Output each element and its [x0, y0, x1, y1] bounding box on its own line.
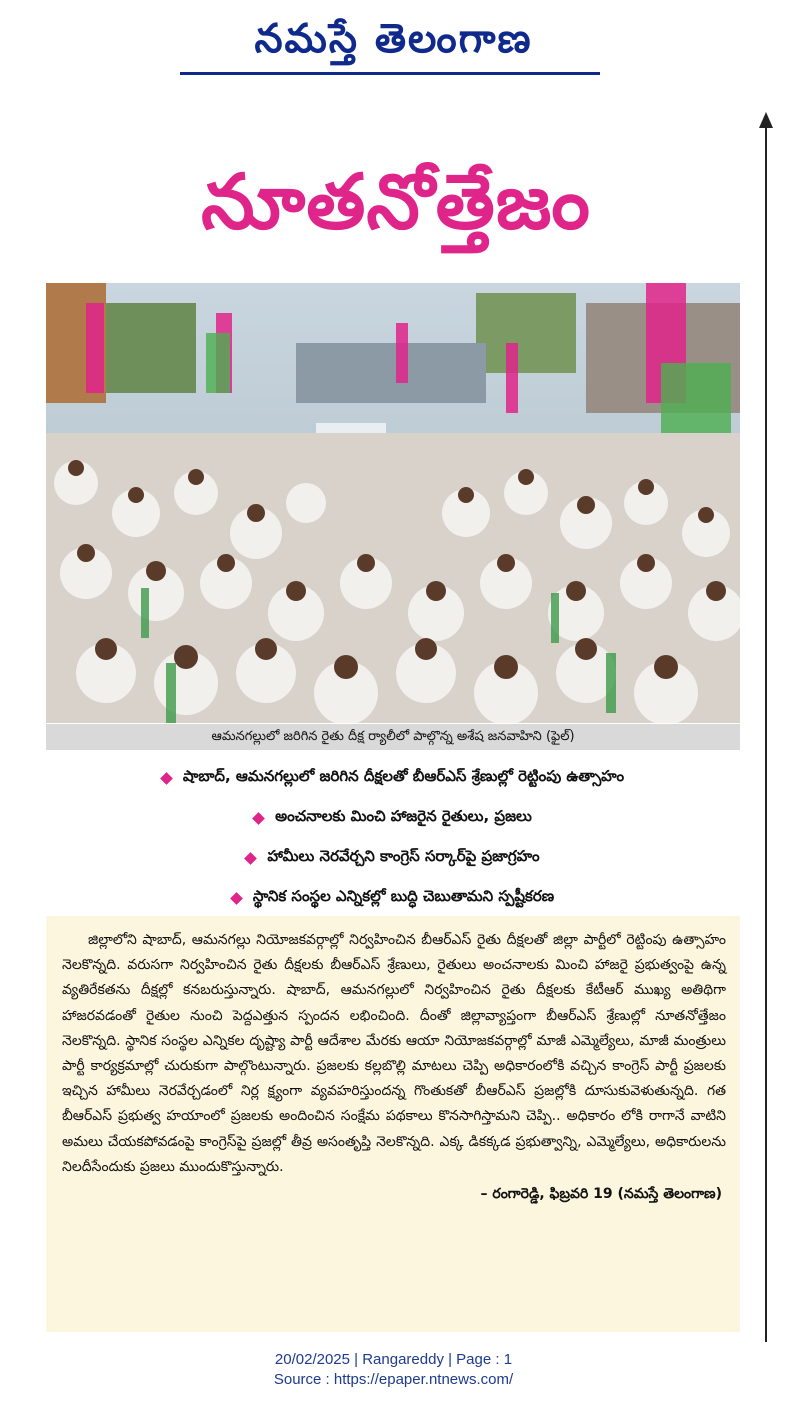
up-arrow-icon: [758, 112, 774, 1342]
highlight-item: [46, 798, 740, 838]
highlight-item: [46, 878, 740, 918]
page-footer: [0, 1350, 787, 1390]
diamond-bullet-icon: [230, 892, 243, 905]
diamond-bullet-icon: [252, 812, 265, 825]
footer-source: Source : https://epaper.ntnews.com/: [273, 1371, 514, 1388]
rally-photo: [46, 283, 740, 723]
diamond-bullet-icon: [160, 772, 173, 785]
article-box: [46, 916, 740, 1332]
masthead-title: నమస్తే తెలంగాణ: [254, 15, 533, 62]
highlight-text: షాబాద్, ఆమనగల్లులో జరిగిన దీక్షలతో బీఆర్ఎస్ శ్రేణుల్లో రెట్టింపు ఉత్సాహం: [182, 767, 625, 785]
footer-edition-info: 20/02/2025 | Rangareddy | Page : 1: [274, 1351, 513, 1368]
masthead-rule: [180, 72, 600, 75]
highlight-text: అంచనాలకు మించి హాజరైన రైతులు, ప్రజలు: [275, 807, 532, 825]
article-body: జిల్లాలోని షాబాద్, ఆమనగల్లు నియోజకవర్గాల్లో నిర్వహించిన బీఆర్ఎస్ రైతు దీక్షలతో జిల్లా పార్టీలో రెట్టింపు ఉత్సాహం నెలకొన్నది. వరుసగా నిర్వహించిన రైతు దీక్షలకు బీఆర్ఎస్ శ్రేణులు, రైతులు అంచనాలకు మించి హాజరై ప్రభుత్వంపై ఉన్న వ్యతిరేకతను దీక్షల్లో కనబరుస్తున్నారు. షాబాద్, ఆమనగల్లులో నిర్వహించిన రైతు దీక్షలకు కేటీఆర్ ముఖ్య అతిథిగా హాజరవడంతో రైతుల నుంచి పెద్దఎత్తున స్పందన లభించింది. దీంతో జిల్లావ్యాప్తంగా బీఆర్ఎస్ శ్రేణుల్లో నూతనోత్తేజం నెలకొన్నది. స్థానిక సంస్థల ఎన్నికల దృష్ట్యా పార్టీ ఆదేశాల మేరకు ఆయా నియోజకవర్గాల్లో మాజీ ఎమ్మెల్యేలు, మాజీ మంత్రులు పార్టీ కార్యక్రమాల్లో చురుకుగా పాల్గొంటున్నారు. ప్రజలకు కల్లబొల్లి మాటలు చెప్పి అధికారంలోకి వచ్చిన కాంగ్రెస్ పార్టీ ప్రజలకు ఇచ్చిన హామీలు నెరవేర్చడంలో నిర్ల క్ష్యంగా వ్యవహరిస్తుందన్న గొంతుకతో బీఆర్ఎస్ ప్రజల్లోకి దూసుకువెళుతున్నది. గత బీఆర్ఎస్ ప్రభుత్వ హయాంలో ప్రజలకు అందించిన సంక్షేమ పథకాలు కొనసాగిస్తామని చెప్పి.. అధికారం లోకి రాగానే వాటిని అమలు చేయకపోవడంపై కాంగ్రెస్‌పై ప్రజల్లో తీవ్ర అసంతృప్తి నెలకొన్నది. ఎక్క డికక్కడ ప్రభుత్వాన్ని, ఎమ్మెల్యేలు, అధికారులను నిలదీసేందుకు ప్రజలు ముందుకొస్తున్నారు.: [62, 932, 726, 1175]
highlight-text: హామీలు నెరవేర్చని కాంగ్రెస్ సర్కార్‌పై ప్రజాగ్రహం: [267, 847, 540, 865]
headline: నూతనోత్తేజం: [201, 157, 591, 246]
highlight-text: స్థానిక సంస్థల ఎన్నికల్లో బుద్ధి చెబుతామని స్పష్టీకరణ: [252, 887, 555, 905]
highlight-item: [46, 758, 740, 798]
highlight-item: [46, 838, 740, 878]
article-dateline: – రంగారెడ్డి, ఫిబ్రవరి 19 (నమస్తే తెలంగాణ): [480, 1186, 722, 1203]
photo-caption: ఆమనగల్లులో జరిగిన రైతు దీక్ష ర్యాలీలో పాల్గొన్న అశేష జనవాహిని (ఫైల్): [46, 724, 740, 750]
highlights-list: [46, 758, 740, 918]
diamond-bullet-icon: [245, 852, 258, 865]
